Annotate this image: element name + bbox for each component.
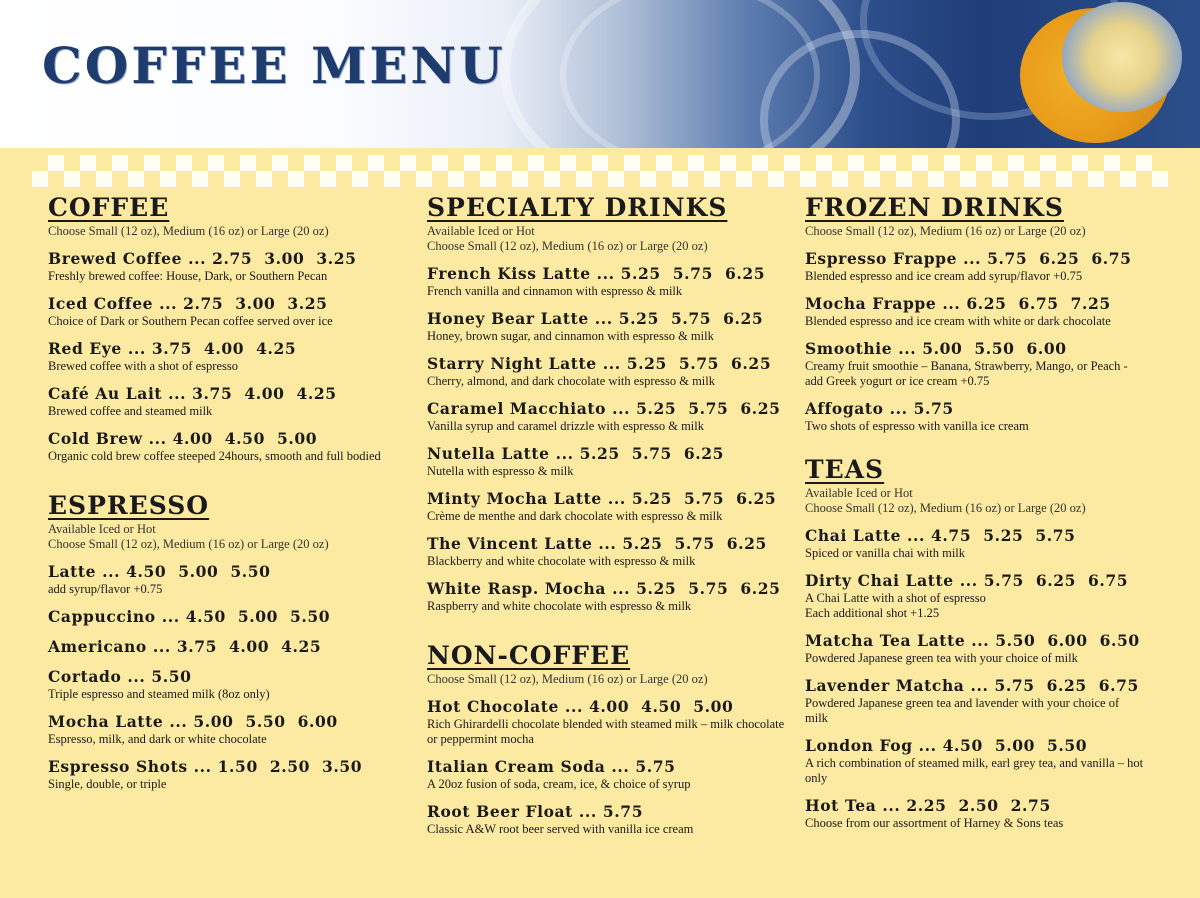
item-leader: ... xyxy=(957,249,988,268)
item-heading xyxy=(805,399,1145,419)
item-description: Freshly brewed coffee: House, Dark, or Southern Pecan xyxy=(48,269,328,283)
item-prices: 4.50 5.00 5.50 xyxy=(126,562,271,581)
item-name: Honey Bear Latte xyxy=(427,309,589,328)
item-description: Brewed coffee and steamed milk xyxy=(48,404,213,418)
item-heading xyxy=(427,534,787,554)
item-prices: 5.25 5.75 6.25 xyxy=(622,534,767,553)
menu-item xyxy=(427,309,787,344)
item-heading xyxy=(805,526,1145,546)
item-heading xyxy=(427,802,787,822)
item-prices: 3.75 4.00 4.25 xyxy=(192,384,337,403)
item-prices: 5.25 5.75 6.25 xyxy=(636,399,781,418)
item-description: Blended espresso and ice cream add syrup/flavor +0.75 xyxy=(805,269,1083,283)
item-description: Classic A&W root beer served with vanilla ice cream xyxy=(427,822,694,836)
item-heading xyxy=(805,631,1145,651)
section-gap xyxy=(427,614,787,640)
item-prices: 4.00 4.50 5.00 xyxy=(172,429,318,448)
section-note: Available Iced or Hot xyxy=(427,224,535,238)
item-name: Root Beer Float xyxy=(427,802,573,821)
menu-item xyxy=(427,697,787,747)
item-description: Vanilla syrup and caramel drizzle with espresso & milk xyxy=(427,419,705,433)
item-description: Choose from our assortment of Harney & Sons teas xyxy=(805,816,1064,830)
menu-section xyxy=(805,454,1145,831)
item-leader: ... xyxy=(912,736,943,755)
section-title: FROZEN DRINKS xyxy=(805,193,1064,222)
item-leader: ... xyxy=(606,579,637,598)
item-name: Espresso Shots xyxy=(48,757,188,776)
menu-item xyxy=(427,354,787,389)
item-leader: ... xyxy=(590,264,621,283)
item-heading xyxy=(48,562,403,582)
item-leader: ... xyxy=(588,309,619,328)
item-prices: 5.25 5.75 6.25 xyxy=(636,579,781,598)
section-title: COFFEE xyxy=(48,193,170,222)
item-leader: ... xyxy=(182,249,213,268)
item-name: French Kiss Latte xyxy=(427,264,591,283)
item-heading xyxy=(805,796,1145,816)
item-leader: ... xyxy=(606,399,637,418)
section-title: SPECIALTY DRINKS xyxy=(427,193,728,222)
header-banner xyxy=(0,0,1200,148)
item-name: Smoothie xyxy=(805,339,893,358)
section-note: Available Iced or Hot xyxy=(805,486,913,500)
item-leader: ... xyxy=(121,667,152,686)
item-description: Creamy fruit smoothie – Banana, Strawberry, Mango, or Peach - add Greek yogurt or ice cream +0.75 xyxy=(805,359,1128,388)
menu-item xyxy=(427,489,787,524)
menu-item xyxy=(48,249,403,284)
item-name: Cortado xyxy=(48,667,122,686)
item-heading xyxy=(805,294,1145,314)
item-name: Minty Mocha Latte xyxy=(427,489,602,508)
menu-item xyxy=(427,802,787,837)
item-description: Single, double, or triple xyxy=(48,777,167,791)
item-leader: ... xyxy=(96,562,127,581)
item-description: A 20oz fusion of soda, cream, ice, & choice of syrup xyxy=(427,777,691,791)
menu-item xyxy=(805,676,1145,726)
item-prices: 5.00 5.50 6.00 xyxy=(193,712,338,731)
section-gap xyxy=(48,464,403,490)
item-leader: ... xyxy=(605,757,636,776)
item-name: Red Eye xyxy=(48,339,122,358)
menu-column-left xyxy=(48,192,403,792)
item-description: Powdered Japanese green tea and lavender with your choice of milk xyxy=(805,696,1120,725)
item-heading xyxy=(427,444,787,464)
item-leader: ... xyxy=(936,294,967,313)
section-note: Choose Small (12 oz), Medium (16 oz) or Large (20 oz) xyxy=(427,239,708,253)
item-heading xyxy=(48,637,403,657)
item-prices: 5.25 5.75 6.25 xyxy=(626,354,772,373)
menu-item xyxy=(805,631,1145,666)
item-description: A Chai Latte with a shot of espresso Each additional shot +1.25 xyxy=(805,591,986,620)
item-leader: ... xyxy=(892,339,923,358)
item-prices: 4.50 5.00 5.50 xyxy=(942,736,1088,755)
item-description: Brewed coffee with a shot of espresso xyxy=(48,359,238,373)
item-prices: 2.75 3.00 3.25 xyxy=(183,294,328,313)
section-note: Choose Small (12 oz), Medium (16 oz) or Large (20 oz) xyxy=(805,224,1086,238)
item-prices: 5.50 6.00 6.50 xyxy=(995,631,1140,650)
item-leader: ... xyxy=(549,444,580,463)
item-leader: ... xyxy=(601,489,632,508)
moon-shadow xyxy=(1062,2,1182,112)
item-description: Cherry, almond, and dark chocolate with espresso & milk xyxy=(427,374,716,388)
item-leader: ... xyxy=(559,697,589,716)
item-prices: 5.25 5.75 6.25 xyxy=(618,309,764,328)
menu-item xyxy=(805,249,1145,284)
item-heading xyxy=(805,571,1145,591)
item-heading xyxy=(427,309,787,329)
menu-section xyxy=(427,640,787,837)
item-description: Two shots of espresso with vanilla ice cream xyxy=(805,419,1029,433)
item-leader: ... xyxy=(153,294,184,313)
item-prices: 5.75 xyxy=(602,802,644,821)
item-leader: ... xyxy=(163,712,194,731)
item-prices: 4.00 4.50 5.00 xyxy=(589,697,734,716)
menu-item xyxy=(805,294,1145,329)
menu-item xyxy=(48,667,403,702)
menu-section xyxy=(427,192,787,614)
item-prices: 6.25 6.75 7.25 xyxy=(966,294,1111,313)
item-prices: 5.75 6.25 6.75 xyxy=(983,571,1129,590)
item-prices: 5.75 xyxy=(913,399,954,418)
item-heading xyxy=(48,667,403,687)
item-leader: ... xyxy=(953,571,984,590)
item-heading xyxy=(427,697,787,717)
menu-item xyxy=(48,757,403,792)
item-name: Hot Chocolate xyxy=(427,697,560,716)
item-name: Cappuccino xyxy=(48,607,156,626)
item-description: Honey, brown sugar, and cinnamon with espresso & milk xyxy=(427,329,714,343)
item-description: Choice of Dark or Southern Pecan coffee served over ice xyxy=(48,314,333,328)
item-description: Blended espresso and ice cream with white or dark chocolate xyxy=(805,314,1111,328)
menu-item xyxy=(805,526,1145,561)
item-name: Brewed Coffee xyxy=(48,249,183,268)
item-leader: ... xyxy=(155,607,186,626)
item-description: Rich Ghirardelli chocolate blended with steamed milk – milk chocolate or peppermint mocha xyxy=(427,717,785,746)
item-name: Café Au Lait xyxy=(48,384,163,403)
item-name: Mocha Latte xyxy=(48,712,164,731)
menu-item xyxy=(805,339,1145,389)
item-heading xyxy=(48,384,403,404)
item-heading xyxy=(48,429,403,449)
item-prices: 5.25 5.75 6.25 xyxy=(579,444,725,463)
menu-column-middle xyxy=(427,192,787,837)
item-heading xyxy=(48,294,403,314)
item-name: Chai Latte xyxy=(805,526,902,545)
item-leader: ... xyxy=(901,526,932,545)
item-description: Triple espresso and steamed milk (8oz only) xyxy=(48,687,270,701)
menu-item xyxy=(427,264,787,299)
item-heading xyxy=(48,249,403,269)
item-description: Nutella with espresso & milk xyxy=(427,464,574,478)
item-description: Crème de menthe and dark chocolate with espresso & milk xyxy=(427,509,723,523)
menu-item xyxy=(805,571,1145,621)
menu-item xyxy=(805,399,1145,434)
item-name: Americano xyxy=(48,637,147,656)
item-prices: 2.25 2.50 2.75 xyxy=(906,796,1051,815)
menu-item xyxy=(427,534,787,569)
menu-item xyxy=(805,736,1145,786)
checker-border xyxy=(32,155,1168,187)
menu-item xyxy=(48,637,403,657)
item-name: Lavender Matcha xyxy=(805,676,965,695)
item-leader: ... xyxy=(162,384,193,403)
item-heading xyxy=(427,757,787,777)
item-heading xyxy=(427,399,787,419)
item-leader: ... xyxy=(187,757,218,776)
item-prices: 2.75 3.00 3.25 xyxy=(212,249,357,268)
section-title: TEAS xyxy=(805,455,885,484)
menu-section xyxy=(48,192,403,464)
section-note: Choose Small (12 oz), Medium (16 oz) or Large (20 oz) xyxy=(48,224,329,238)
item-prices: 3.75 4.00 4.25 xyxy=(176,637,322,656)
item-heading xyxy=(427,489,787,509)
item-leader: ... xyxy=(876,796,907,815)
item-description: Raspberry and white chocolate with espresso & milk xyxy=(427,599,692,613)
menu-item xyxy=(427,399,787,434)
item-description: Blackberry and white chocolate with espresso & milk xyxy=(427,554,696,568)
menu-column-right xyxy=(805,192,1145,831)
section-note: Choose Small (12 oz), Medium (16 oz) or Large (20 oz) xyxy=(48,537,329,551)
menu-item xyxy=(427,444,787,479)
item-name: Hot Tea xyxy=(805,796,877,815)
section-title: ESPRESSO xyxy=(48,491,210,520)
item-description: Spiced or vanilla chai with milk xyxy=(805,546,966,560)
menu-item xyxy=(48,294,403,329)
page-title: COFFEE MENU xyxy=(42,36,506,95)
section-note: Choose Small (12 oz), Medium (16 oz) or Large (20 oz) xyxy=(427,672,708,686)
item-leader: ... xyxy=(121,339,152,358)
item-name: The Vincent Latte xyxy=(427,534,593,553)
item-name: Dirty Chai Latte xyxy=(805,571,954,590)
section-note: Available Iced or Hot xyxy=(48,522,156,536)
item-leader: ... xyxy=(592,534,623,553)
item-heading xyxy=(805,249,1145,269)
item-name: Iced Coffee xyxy=(48,294,154,313)
item-description: Organic cold brew coffee steeped 24hours, smooth and full bodied xyxy=(48,449,381,463)
section-gap xyxy=(805,434,1145,454)
item-heading xyxy=(427,579,787,599)
menu-item xyxy=(48,712,403,747)
item-leader: ... xyxy=(964,676,995,695)
item-name: Matcha Tea Latte xyxy=(805,631,966,650)
item-description: Powdered Japanese green tea with your choice of milk xyxy=(805,651,1078,665)
item-prices: 4.75 5.25 5.75 xyxy=(931,526,1076,545)
item-prices: 5.50 xyxy=(151,667,192,686)
item-prices: 3.75 4.00 4.25 xyxy=(151,339,297,358)
item-heading xyxy=(48,712,403,732)
menu-section xyxy=(805,192,1145,434)
menu-item xyxy=(48,339,403,374)
item-heading xyxy=(427,264,787,284)
item-heading xyxy=(805,676,1145,696)
item-description: add syrup/flavor +0.75 xyxy=(48,582,163,596)
item-heading xyxy=(805,339,1145,359)
item-prices: 5.75 6.25 6.75 xyxy=(987,249,1132,268)
item-name: Affogato xyxy=(805,399,884,418)
menu-item xyxy=(48,384,403,419)
item-prices: 1.50 2.50 3.50 xyxy=(217,757,363,776)
item-prices: 5.75 xyxy=(635,757,676,776)
item-name: Caramel Macchiato xyxy=(427,399,607,418)
item-prices: 5.25 5.75 6.25 xyxy=(620,264,766,283)
item-heading xyxy=(48,339,403,359)
section-title: NON-COFFEE xyxy=(427,641,631,670)
item-name: Nutella Latte xyxy=(427,444,550,463)
item-name: Italian Cream Soda xyxy=(427,757,606,776)
item-name: Cold Brew xyxy=(48,429,143,448)
item-heading xyxy=(48,757,403,777)
item-name: London Fog xyxy=(805,736,913,755)
item-name: Starry Night Latte xyxy=(427,354,597,373)
item-prices: 5.75 6.25 6.75 xyxy=(994,676,1139,695)
item-name: Latte xyxy=(48,562,97,581)
item-name: White Rasp. Mocha xyxy=(427,579,607,598)
menu-item xyxy=(48,607,403,627)
menu-item xyxy=(48,429,403,464)
item-prices: 5.25 5.75 6.25 xyxy=(631,489,777,508)
item-name: Espresso Frappe xyxy=(805,249,958,268)
item-prices: 5.00 5.50 6.00 xyxy=(922,339,1067,358)
item-description: French vanilla and cinnamon with espresso & milk xyxy=(427,284,683,298)
item-leader: ... xyxy=(883,399,914,418)
item-leader: ... xyxy=(142,429,173,448)
menu-item xyxy=(805,796,1145,831)
item-prices: 4.50 5.00 5.50 xyxy=(185,607,331,626)
menu-item xyxy=(427,757,787,792)
menu-item xyxy=(48,562,403,597)
menu-item xyxy=(427,579,787,614)
item-name: Mocha Frappe xyxy=(805,294,937,313)
item-leader: ... xyxy=(965,631,996,650)
menu-section xyxy=(48,490,403,792)
section-note: Choose Small (12 oz), Medium (16 oz) or Large (20 oz) xyxy=(805,501,1086,515)
item-description: A rich combination of steamed milk, earl grey tea, and vanilla – hot only xyxy=(805,756,1144,785)
item-leader: ... xyxy=(596,354,627,373)
item-description: Espresso, milk, and dark or white chocolate xyxy=(48,732,267,746)
item-leader: ... xyxy=(146,637,177,656)
item-heading xyxy=(805,736,1145,756)
item-leader: ... xyxy=(572,802,603,821)
item-heading xyxy=(48,607,403,627)
item-heading xyxy=(427,354,787,374)
